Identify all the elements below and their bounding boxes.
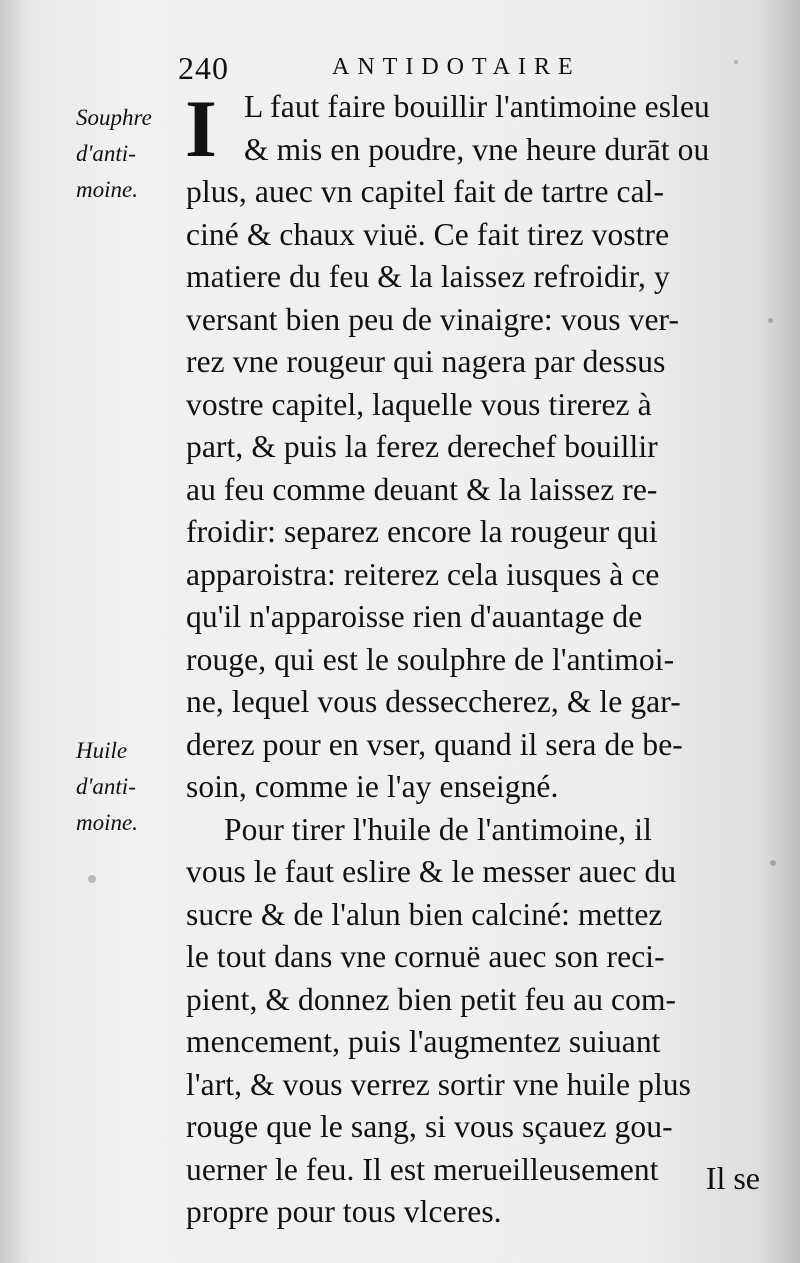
text-line: rouge que le sang, si vous sçauez gou- <box>186 1109 673 1144</box>
text-line: froidir: separez encore la rougeur qui <box>186 514 658 549</box>
ink-speck <box>770 860 776 866</box>
text-line: l'art, & vous verrez sortir vne huile plus <box>186 1066 692 1102</box>
ink-speck <box>88 875 96 883</box>
text-line: propre pour tous vlceres. <box>186 1194 502 1229</box>
drop-cap: I <box>185 83 218 174</box>
main-text <box>185 83 766 1234</box>
margin-note-line: Souphre <box>76 105 152 130</box>
text-line: ne, lequel vous desseccherez, & le gar- <box>186 684 681 719</box>
catchword: Il se <box>705 1160 760 1196</box>
text-line: le tout dans vne cornuë auec son reci- <box>186 939 665 974</box>
text-line: matiere du feu & la laissez refroidir, y <box>186 259 670 294</box>
text-line: sucre & de l'alun bien calciné: mettez <box>186 896 663 932</box>
text-line: & mis en poudre, vne heure durāt ou <box>244 131 710 167</box>
text-line: Pour tirer l'huile de l'antimoine, il <box>224 811 652 847</box>
text-line: versant bien peu de vinaigre: vous ver- <box>186 301 680 337</box>
page-header <box>178 44 758 84</box>
text-line: vostre capitel, laquelle vous tirerez à <box>186 386 652 422</box>
text-line: L faut faire bouillir l'antimoine esleu <box>244 89 710 124</box>
ink-speck <box>768 318 773 323</box>
margin-note-line: d'anti- <box>76 774 136 799</box>
margin-note-huile <box>76 733 186 841</box>
text-line: mencement, puis l'augmentez suiuant <box>186 1024 661 1059</box>
margin-note-line: moine. <box>76 177 138 202</box>
text-line: uerner le feu. Il est merueilleusement <box>186 1151 659 1187</box>
margin-note-line: d'anti- <box>76 141 136 166</box>
margin-note-line: moine. <box>76 810 138 835</box>
page-number: 240 <box>178 50 229 86</box>
margin-note-line: Huile <box>76 738 128 763</box>
text-line: pient, & donnez bien petit feu au com- <box>186 981 677 1017</box>
text-line: part, & puis la ferez derechef bouillir <box>186 429 658 464</box>
text-line: apparoistra: reiterez cela iusques à ce <box>186 556 660 592</box>
text-line: rouge, qui est le soulphre de l'antimoi- <box>186 641 675 677</box>
text-line: soin, comme ie l'ay enseigné. <box>186 769 559 804</box>
text-line: ciné & chaux viuë. Ce fait tirez vostre <box>186 216 670 252</box>
running-title: ANTIDOTAIRE <box>332 54 581 80</box>
text-line: plus, auec vn capitel fait de tartre cal- <box>186 174 665 209</box>
text-line: derez pour en vser, quand il sera de be- <box>186 726 683 762</box>
text-line: au feu comme deuant & la laissez re- <box>186 471 658 507</box>
text-line: qu'il n'apparoisse rien d'auantage de <box>186 599 643 634</box>
text-line: rez vne rougeur qui nagera par dessus <box>186 344 666 379</box>
text-line: vous le faut eslire & le messer auec du <box>186 854 677 889</box>
margin-note-souphre <box>76 100 186 208</box>
